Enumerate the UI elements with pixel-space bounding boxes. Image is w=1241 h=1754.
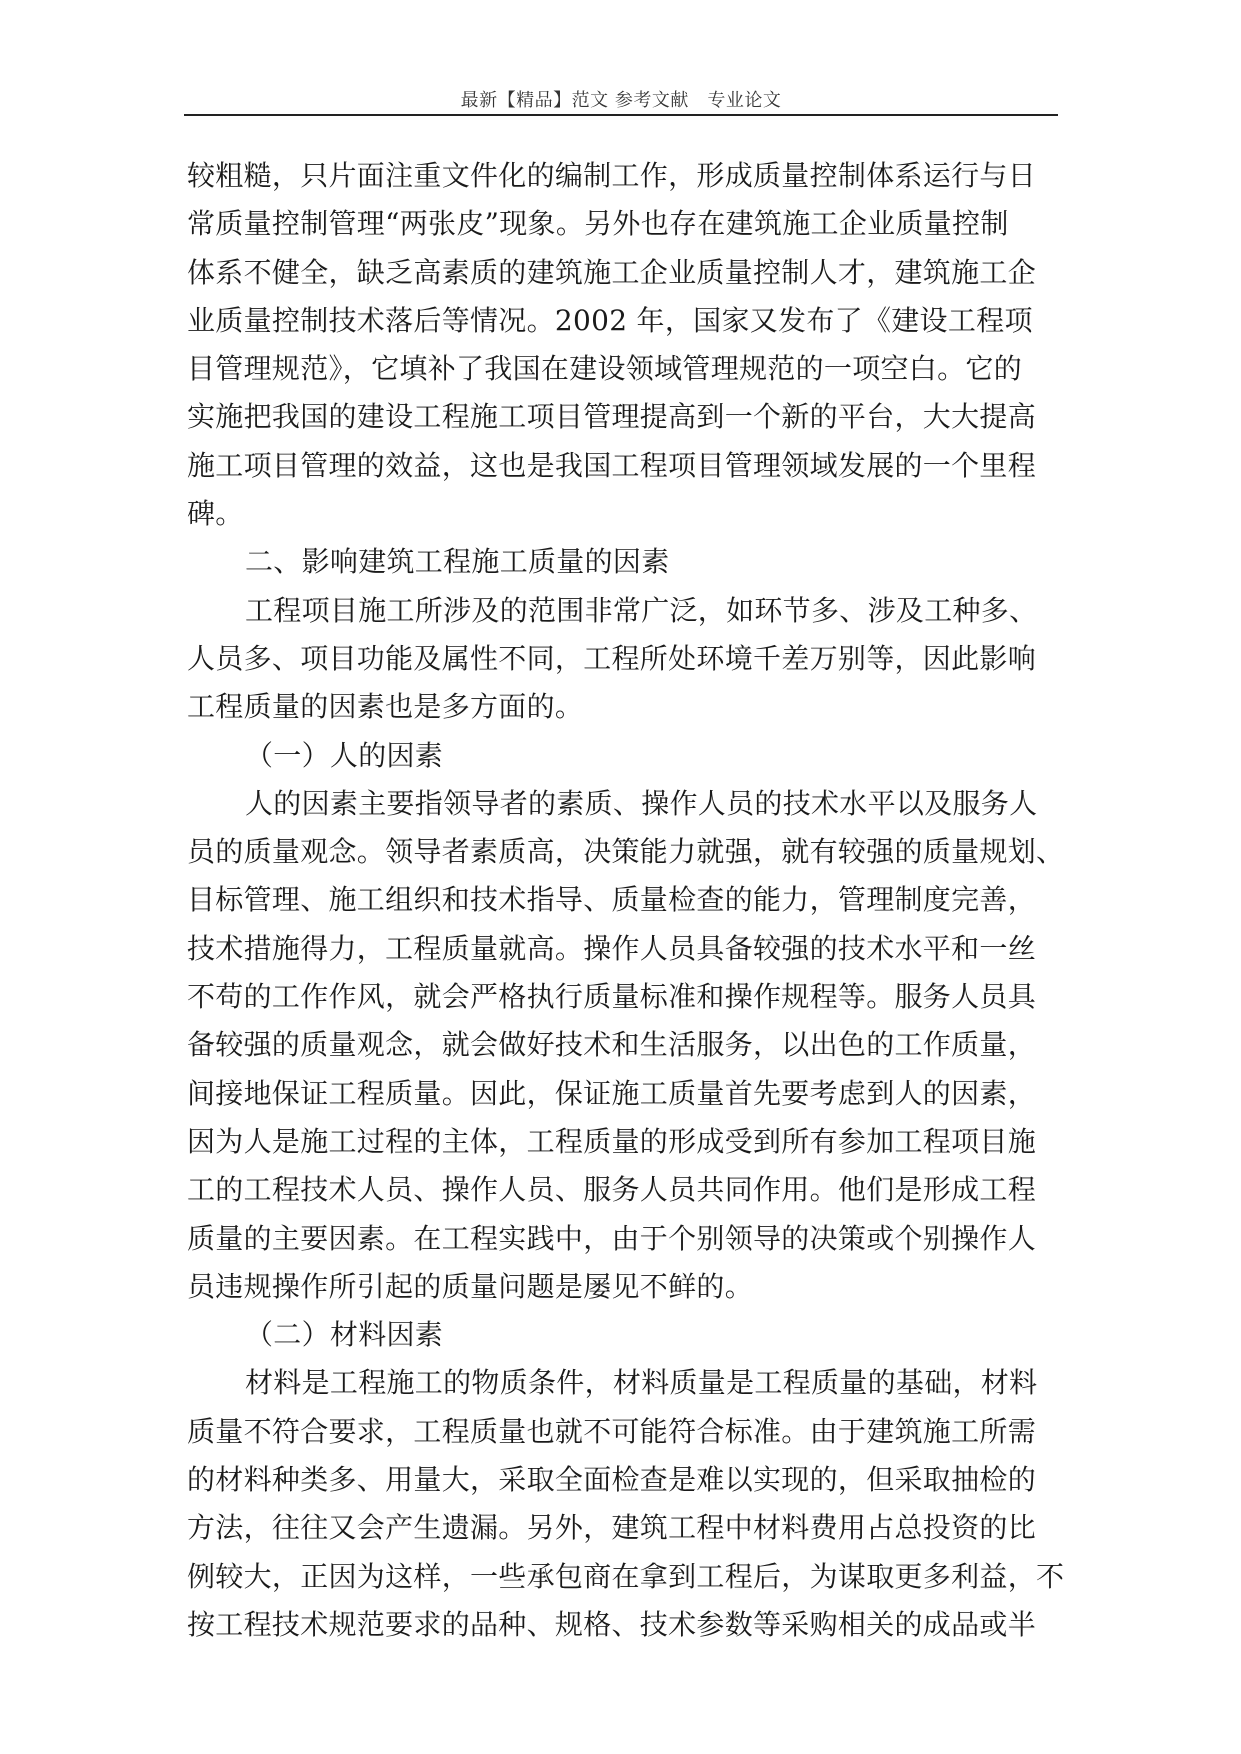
text-line: 方法，往往又会产生遗漏。另外，建筑工程中材料费用占总投资的比 — [187, 1511, 1037, 1545]
text-line: 体系不健全，缺乏高素质的建筑施工企业质量控制人才，建筑施工企 — [187, 255, 1037, 289]
text-line: 的材料种类多、用量大，采取全面检查是难以实现的，但采取抽检的 — [187, 1463, 1037, 1497]
text-line: 例较大，正因为这样，一些承包商在拿到工程后，为谋取更多利益，不 — [187, 1559, 1065, 1593]
text-line: 碑。 — [187, 497, 244, 531]
text-line: 实施把我国的建设工程施工项目管理提高到一个新的平台，大大提高 — [187, 400, 1037, 434]
text-line: 工的工程技术人员、操作人员、服务人员共同作用。他们是形成工程 — [187, 1173, 1037, 1207]
text-line: 员的质量观念。领导者素质高，决策能力就强，就有较强的质量规划、 — [187, 835, 1065, 869]
text-line: 技术措施得力，工程质量就高。操作人员具备较强的技术水平和一丝 — [187, 931, 1037, 965]
text-line: 业质量控制技术落后等情况。2002 年，国家又发布了《建设工程项 — [187, 303, 1033, 337]
text-line: 人的因素主要指领导者的素质、操作人员的技术水平以及服务人 — [245, 786, 1038, 820]
text-line: 工程质量的因素也是多方面的。 — [187, 690, 584, 724]
text-line: 目管理规范》，它填补了我国在建设领域管理规范的一项空白。它的 — [187, 352, 1023, 386]
text-line: 按工程技术规范要求的品种、规格、技术参数等采购相关的成品或半 — [187, 1607, 1037, 1641]
text-line: 较粗糙，只片面注重文件化的编制工作，形成质量控制体系运行与日 — [187, 159, 1037, 192]
text-line: 备较强的质量观念，就会做好技术和生活服务，以出色的工作质量， — [187, 1028, 1037, 1062]
text-line: 员违规操作所引起的质量问题是屡见不鲜的。 — [187, 1269, 754, 1303]
document-body — [187, 152, 1065, 1649]
text-line: 质量不符合要求，工程质量也就不可能符合标准。由于建筑施工所需 — [187, 1414, 1037, 1448]
text-line: 因为人是施工过程的主体，工程质量的形成受到所有参加工程项目施 — [187, 1124, 1037, 1158]
text-line: 人员多、项目功能及属性不同，工程所处环境千差万别等，因此影响 — [187, 641, 1037, 675]
text-line: 二、影响建筑工程施工质量的因素 — [245, 545, 670, 579]
text-line: 质量的主要因素。在工程实践中，由于个别领导的决策或个别操作人 — [187, 1221, 1037, 1255]
text-line: 间接地保证工程质量。因此，保证施工质量首先要考虑到人的因素， — [187, 1076, 1037, 1110]
text-line: 工程项目施工所涉及的范围非常广泛，如环节多、涉及工种多、 — [245, 593, 1038, 627]
text-line: 目标管理、施工组织和技术指导、质量检查的能力，管理制度完善， — [187, 883, 1037, 917]
page-header: 最新【精品】范文 参考文献 专业论文 — [460, 90, 782, 111]
text-line: 施工项目管理的效益，这也是我国工程项目管理领域发展的一个里程 — [187, 448, 1037, 482]
text-line: （一）人的因素 — [245, 738, 444, 772]
text-line: （二）材料因素 — [245, 1318, 444, 1352]
text-line: 不苟的工作作风，就会严格执行质量标准和操作规程等。服务人员具 — [187, 980, 1037, 1014]
text-line: 材料是工程施工的物质条件，材料质量是工程质量的基础，材料 — [245, 1366, 1038, 1400]
header-divider — [184, 114, 1058, 116]
text-line: 常质量控制管理“两张皮”现象。另外也存在建筑施工企业质量控制 — [187, 207, 1009, 241]
